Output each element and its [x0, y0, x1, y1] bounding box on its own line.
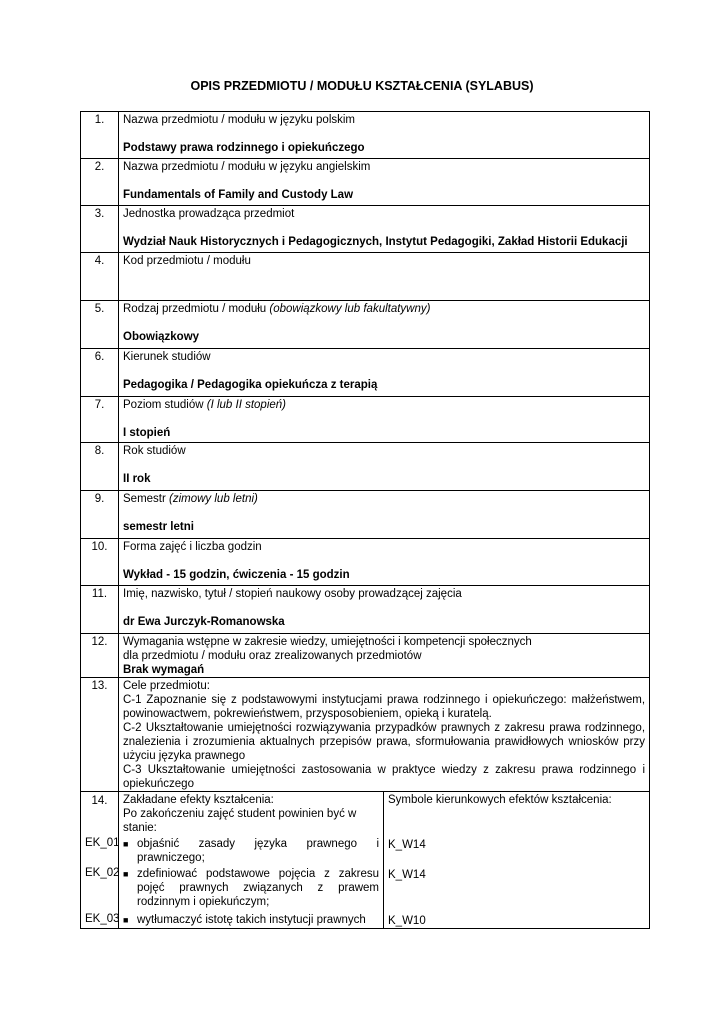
row-value: Wydział Nauk Historycznych i Pedagogicznych, Instytut Pedagogiki, Zakład Historii Edukacji — [123, 236, 628, 248]
row-number: 2. — [81, 159, 119, 206]
row-label — [123, 540, 645, 554]
effect-id: EK_03 — [85, 913, 120, 925]
row-label — [123, 113, 645, 127]
row-content — [119, 539, 650, 586]
syllabus-row — [81, 539, 650, 586]
requirements-line-1: Wymagania wstępne w zakresie wiedzy, umiejętności i kompetencji społecznych — [123, 636, 532, 648]
effects-number-column — [81, 792, 119, 929]
row-label-text: Jednostka prowadząca przedmiot — [123, 208, 295, 220]
row-label-text: Semestr — [123, 493, 170, 505]
row-content — [119, 112, 650, 159]
row-label-text: Forma zajęć i liczba godzin — [123, 541, 262, 553]
syllabus-row — [81, 253, 650, 301]
syllabus-row — [81, 443, 650, 491]
row-content — [119, 159, 650, 206]
effect-id: EK_02 — [85, 867, 120, 879]
row-value: Obowiązkowy — [123, 331, 200, 343]
objectives-label: Cele przedmiotu: — [123, 680, 210, 692]
effect-item — [123, 867, 379, 913]
effect-symbol: K_W10 — [388, 915, 426, 927]
row-label-text: Rok studiów — [123, 445, 186, 457]
row-content — [119, 253, 650, 301]
row-value: Fundamentals of Family and Custody Law — [123, 189, 354, 201]
row-value: semestr letni — [123, 521, 194, 533]
row-value: Pedagogika / Pedagogika opiekuńcza z terapią — [123, 379, 378, 391]
objective-c2: C-2 Ukształtowanie umiejętności rozwiązywania przypadków prawnych z zakresu prawa rodzinnego, znalezienia i zrozumienia aktualnych przepisów prawa, sformułowania prawidłowych wniosków przy użyciu języka prawnego — [123, 722, 646, 762]
syllabus-row-12 — [81, 634, 650, 678]
row-label — [123, 587, 645, 601]
objective-c1: C-1 Zapoznanie się z podstawowymi instytucjami prawa rodzinnego i opiekuńczego: małżeństwem, powinowactwem, pokrewieństwem, przysposobieniem, opieką i kuratelą. — [123, 694, 646, 720]
row-number: 11. — [81, 586, 119, 634]
bullet-icon: ■ — [123, 915, 129, 925]
row-number: 14. — [91, 795, 108, 807]
row-value: I stopień — [123, 427, 171, 439]
document-title: OPIS PRZEDMIOTU / MODUŁU KSZTAŁCENIA (SYLABUS) — [190, 79, 534, 93]
syllabus-row — [81, 491, 650, 539]
row-label-text: Poziom studiów — [123, 399, 207, 411]
row-number: 4. — [81, 253, 119, 301]
row-value: Wykład - 15 godzin, ćwiczenia - 15 godzin — [123, 569, 350, 581]
row-label-hint: (zimowy lub letni) — [169, 493, 258, 505]
row-content — [119, 634, 650, 678]
effect-symbol: K_W14 — [388, 869, 426, 881]
syllabus-row — [81, 159, 650, 206]
row-label — [123, 350, 645, 364]
syllabus-row — [81, 301, 650, 349]
symbols-header: Symbole kierunkowych efektów kształcenia: — [388, 794, 612, 806]
row-content — [119, 678, 650, 792]
row-label-text: Kierunek studiów — [123, 351, 211, 363]
effect-text: objaśnić zasady języka prawnego i prawniczego; — [137, 838, 379, 864]
row-number: 9. — [81, 491, 119, 539]
row-number: 5. — [81, 301, 119, 349]
row-label-text: Nazwa przedmiotu / modułu w języku polskim — [123, 114, 356, 126]
syllabus-row-13 — [81, 678, 650, 792]
row-label — [123, 302, 645, 316]
row-label — [123, 444, 645, 458]
row-value: dr Ewa Jurczyk-Romanowska — [123, 616, 285, 628]
row-content — [119, 586, 650, 634]
effects-label: Zakładane efekty kształcenia: — [123, 794, 274, 806]
effect-item — [123, 913, 379, 927]
row-number: 12. — [81, 634, 119, 678]
row-label-hint: (obowiązkowy lub fakultatywny) — [269, 303, 431, 315]
syllabus-row — [81, 586, 650, 634]
row-number: 6. — [81, 349, 119, 397]
effect-text: zdefiniować podstawowe pojęcia z zakresu pojęć prawnych związanych z prawem rodzinnym i opiekuńczym; — [137, 868, 379, 908]
row-label-text: Nazwa przedmiotu / modułu w języku angielskim — [123, 161, 371, 173]
row-content — [119, 397, 650, 443]
requirements-value: Brak wymagań — [123, 664, 205, 676]
row-number: 7. — [81, 397, 119, 443]
row-number: 10. — [81, 539, 119, 586]
row-content — [119, 443, 650, 491]
row-content — [119, 206, 650, 253]
symbols-column — [384, 792, 650, 929]
row-content — [119, 301, 650, 349]
row-label — [123, 254, 645, 268]
row-label — [123, 492, 645, 506]
syllabus-row — [81, 112, 650, 159]
row-label — [123, 207, 645, 221]
row-value: II rok — [123, 473, 151, 485]
syllabus-row-14 — [81, 792, 650, 929]
row-number: 1. — [81, 112, 119, 159]
requirements-line-2: dla przedmiotu / modułu oraz zrealizowanych przedmiotów — [123, 650, 422, 662]
row-number: 3. — [81, 206, 119, 253]
syllabus-table — [80, 111, 650, 929]
row-number: 13. — [81, 678, 119, 792]
row-label-hint: (I lub II stopień) — [206, 399, 286, 411]
effects-intro: Po zakończeniu zajęć student powinien być w stanie: — [123, 808, 357, 834]
row-value: Podstawy prawa rodzinnego i opiekuńczego — [123, 142, 365, 154]
row-label-text: Imię, nazwisko, tytuł / stopień naukowy osoby prowadzącej zajęcia — [123, 588, 462, 600]
row-label-text: Rodzaj przedmiotu / modułu — [123, 303, 270, 315]
row-label-text: Kod przedmiotu / modułu — [123, 255, 251, 267]
row-label — [123, 398, 645, 412]
effect-symbol: K_W14 — [388, 839, 426, 851]
row-label — [123, 160, 645, 174]
row-content — [119, 491, 650, 539]
row-number: 8. — [81, 443, 119, 491]
syllabus-row — [81, 349, 650, 397]
effects-column — [119, 792, 384, 929]
row-content — [119, 349, 650, 397]
objective-c3: C-3 Ukształtowanie umiejętności zastosowania w praktyce wiedzy z zakresu prawa rodzinnego i opiekuńczego — [123, 764, 646, 790]
syllabus-row — [81, 206, 650, 253]
effect-text: wytłumaczyć istotę takich instytucji prawnych — [137, 914, 366, 926]
bullet-icon: ■ — [123, 839, 129, 849]
bullet-icon: ■ — [123, 869, 129, 879]
effect-item — [123, 837, 379, 867]
syllabus-row — [81, 397, 650, 443]
effect-id: EK_01 — [85, 837, 120, 849]
